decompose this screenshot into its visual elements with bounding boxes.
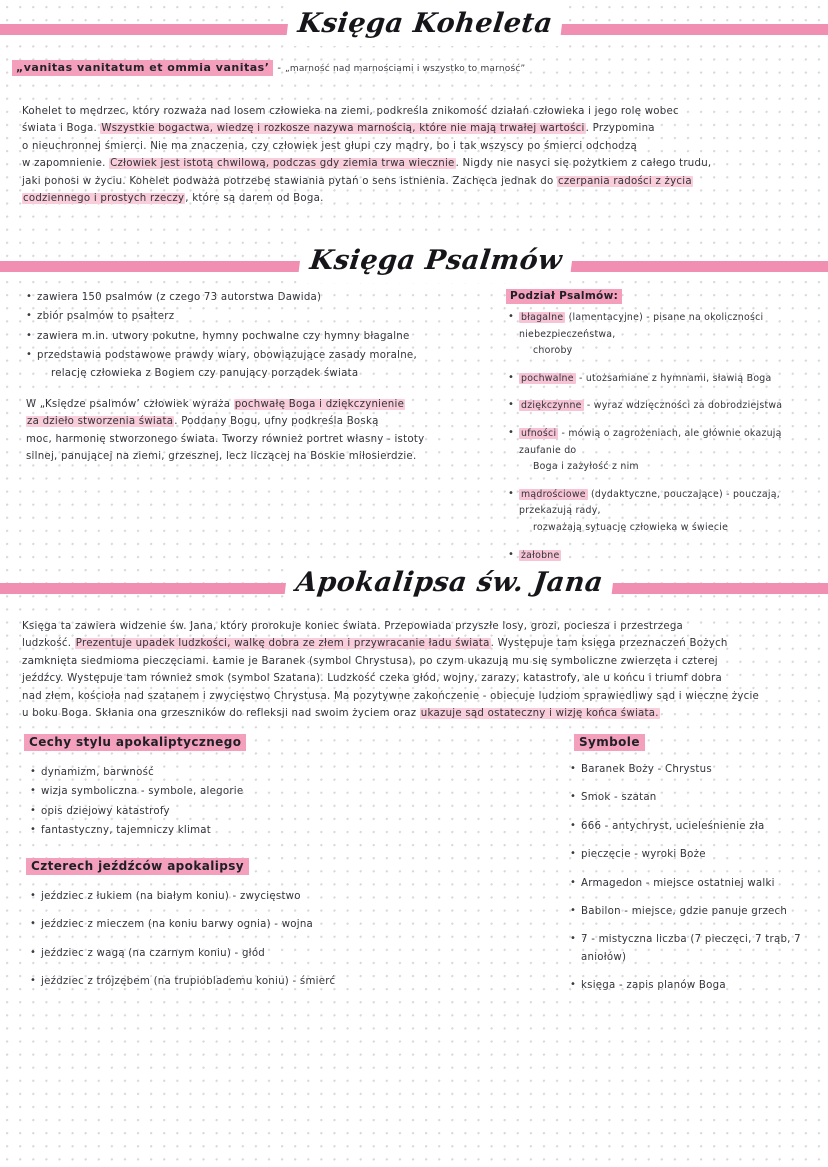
list-item: • jeździec z łukiem (na białym koniu) - zwycięstwo bbox=[30, 888, 360, 905]
paragraph-line bbox=[22, 103, 812, 120]
list-item: • 666 - antychryst, ucieleśnienie zła bbox=[570, 818, 826, 835]
list-item-continuation: relację człowieka z Bogiem czy panujący porządek świata bbox=[51, 367, 359, 379]
styl-heading-wrap bbox=[24, 731, 246, 751]
paragraph-line bbox=[26, 448, 426, 465]
psalmy-right-heading-wrap bbox=[506, 284, 622, 304]
list-item: • zbiór psalmów to psałterz bbox=[26, 308, 456, 325]
list-item bbox=[508, 310, 826, 360]
psalm-type-description: - utożsamiane z hymnami, sławią Boga bbox=[575, 372, 772, 384]
highlighted-text: za dzieło stworzenia świata bbox=[27, 416, 174, 428]
text-run: Kohelet to mędrzec, który rozważa nad losem człowieka na ziemi, podkreśla znikomość działań człowieka i jego rolę wobec bbox=[22, 106, 679, 117]
list-item: • jeździec z trójzębem (na trupioblademu koniu) - śmierć bbox=[30, 973, 360, 990]
psalm-type-term: dziękczynne bbox=[521, 400, 582, 412]
highlighted-text: ukazuje sąd ostateczny i wizję końca świata. bbox=[420, 708, 659, 720]
czterech-jezdzcow-list bbox=[30, 888, 360, 1002]
text-run: Księga ta zawiera widzenie św. Jana, który prorokuje koniec świata. Przepowiada przyszłe losy, grozi, pociesza i przestrzega bbox=[22, 621, 684, 632]
symbole-list bbox=[570, 761, 826, 1006]
highlighted-text: Prezentuje upadek ludzkości, walkę dobra ze złem i przywracanie ładu świata bbox=[75, 638, 490, 650]
paragraph-line bbox=[22, 635, 817, 652]
paragraph-line bbox=[22, 190, 812, 207]
paragraph-line bbox=[22, 705, 817, 722]
highlighted-text: czerpania radości z życia bbox=[557, 175, 692, 187]
paragraph-line bbox=[22, 653, 817, 670]
page-title-kohelet: Księga Koheleta bbox=[285, 2, 565, 46]
psalm-type-description: - mówią o zagrożeniach, ale głównie okazują zaufanie do bbox=[519, 427, 782, 456]
text-run: jaki ponosi w życiu. Kohelet podważa potrzebę stawiania pytań o sens istnienia. Zachęca jednak do bbox=[22, 175, 557, 187]
list-item bbox=[508, 487, 826, 537]
psalm-type-term: żałobne bbox=[521, 549, 560, 561]
list-item: • 7 - mistyczna liczba (7 pieczęci, 7 trąb, 7 aniołów) bbox=[570, 931, 826, 966]
paragraph-line bbox=[22, 670, 817, 687]
apokalipsa-paragraph bbox=[22, 618, 817, 722]
czterech-jezdzcow-heading: Czterech jeźdźców apokalipsy bbox=[26, 858, 249, 875]
paragraph-line bbox=[22, 618, 817, 635]
psalmy-podzial-heading: Podział Psalmów: bbox=[506, 289, 622, 304]
text-run: . Przypomina bbox=[585, 123, 655, 135]
highlighted-text: pochwałę Boga i dziękczynienie bbox=[234, 399, 405, 410]
quote-latin-text: „vanitas vanitatum et ommia vanitas’ bbox=[12, 60, 273, 76]
psalm-type-term: błagalne bbox=[521, 312, 564, 323]
text-run: moc, harmonię stworzonego świata. Tworzy również portret własny - istoty bbox=[26, 433, 425, 445]
psalm-type-description: (dydaktyczne, pouczające) - pouczają, przekazują rady, bbox=[519, 488, 781, 517]
highlighted-text: Wszystkie bogactwa, wiedzę i rozkosze nazywa marnością, które nie mają trwałej wartości bbox=[101, 123, 585, 135]
paragraph-line bbox=[22, 120, 812, 137]
kohelet-quote bbox=[12, 60, 525, 76]
psalmy-left-bullet-list bbox=[26, 289, 456, 384]
page-title-psalmy: Księga Psalmów bbox=[297, 239, 574, 283]
text-run: jeźdźcy. Występuje tam również smok (symbol Szatana). Ludzkość czeka głód, wojny, zarazy, katastrofy, ale u końcu i triumf dobra bbox=[22, 673, 722, 685]
paragraph-line bbox=[26, 431, 426, 448]
kohelet-paragraph bbox=[22, 103, 812, 207]
highlighted-text: Człowiek jest istotą chwilową, podczas gdy ziemia trwa wiecznie bbox=[110, 158, 455, 170]
psalm-type-term: pochwalne bbox=[521, 372, 574, 384]
section-header-psalmy bbox=[0, 241, 828, 287]
psalmy-paragraph bbox=[26, 396, 426, 466]
text-run: zamknięta siedmioma pieczęciami. Łamie je Baranek (symbol Chrystusa), po czym ukazują mu się symboliczne zwierzęta i czterej bbox=[22, 655, 718, 667]
text-run: w zapomnienie. bbox=[22, 158, 110, 170]
text-run: . Poddany Bogu, ufny podkreśla Boską bbox=[174, 416, 379, 428]
text-run: świata i Boga. bbox=[22, 123, 101, 135]
list-item: • jeździec z mieczem (na koniu barwy ognia) - wojna bbox=[30, 916, 360, 933]
list-item: • dynamizm, barwność bbox=[30, 764, 350, 781]
cechy-stylu-heading: Cechy stylu apokaliptycznego bbox=[24, 734, 246, 751]
section-header-apokalipsa bbox=[0, 563, 828, 609]
list-item: • Baranek Boży - Chrystus bbox=[570, 761, 826, 778]
text-run: . Nigdy nie nasyci się pożytkiem z całego trudu, bbox=[455, 158, 712, 170]
psalm-type-description: (lamentacyjne) - pisane na okoliczności niebezpieczeństwa, bbox=[519, 312, 764, 340]
paragraph-line bbox=[22, 155, 812, 172]
list-item-continuation: Boga i zażyłość z nim bbox=[533, 461, 639, 473]
text-run: ludzkość. bbox=[22, 638, 75, 650]
psalm-type-term: mądrościowe bbox=[521, 488, 586, 500]
list-item-continuation: rozważają sytuację człowieka w świecie bbox=[533, 521, 729, 533]
list-item: • przedstawia podstawowe prawdy wiary, obowiązujące zasady moralne, relację człowieka z Bogiem czy panujący porządek świata bbox=[26, 347, 456, 382]
list-item: • wizja symboliczna - symbole, alegorie bbox=[30, 783, 350, 800]
text-run: nad złem, kościoła nad szatanem i zwycięstwo Chrystusa. Ma pozytywne zakończenie - obiecuje ludziom sprawiedliwy sąd i wieczne życie bbox=[22, 690, 760, 702]
list-item: • Smok - szatan bbox=[570, 789, 826, 806]
text-run: silnej, panującej na ziemi, grzesznej, lecz liczącej na Boskie miłosierdzie. bbox=[26, 451, 417, 463]
section-header-kohelet bbox=[0, 4, 828, 50]
paragraph-line bbox=[22, 138, 812, 155]
list-item: • Babilon - miejsce, gdzie panuje grzech bbox=[570, 903, 826, 920]
text-run: W „Księdze psalmów’ człowiek wyraża bbox=[26, 399, 234, 410]
list-item: • opis dziejowy katastrofy bbox=[30, 803, 350, 820]
cechy-stylu-list bbox=[30, 764, 350, 842]
text-run: u boku Boga. Skłania ona grzeszników do refleksji nad swoim życiem oraz bbox=[22, 708, 420, 720]
list-item: • zawiera m.in. utwory pokutne, hymny pochwalne czy hymny błagalne bbox=[26, 328, 456, 345]
list-item bbox=[508, 371, 826, 388]
psalm-type-description: - wyraz wdzięczności za dobrodziejstwa bbox=[583, 400, 783, 412]
list-item bbox=[508, 398, 826, 415]
list-item: • Armagedon - miejsce ostatniej walki bbox=[570, 875, 826, 892]
paragraph-line bbox=[26, 413, 426, 430]
quote-dash: - bbox=[277, 63, 282, 74]
psalmy-right-bullet-list bbox=[508, 310, 826, 575]
list-item: • fantastyczny, tajemniczy klimat bbox=[30, 822, 350, 839]
list-item: • zawiera 150 psalmów (z czego 73 autorstwa Dawida) bbox=[26, 289, 456, 306]
paragraph-line bbox=[22, 173, 812, 190]
page-title-apokalipsa: Apokalipsa św. Jana bbox=[283, 561, 615, 605]
list-item bbox=[508, 426, 826, 476]
highlighted-text: codziennego i prostych rzeczy bbox=[23, 193, 185, 205]
paragraph-line bbox=[26, 396, 426, 413]
psalm-type-term: ufności bbox=[521, 427, 557, 439]
list-item: • jeździec z wagą (na czarnym koniu) - głód bbox=[30, 945, 360, 962]
symbole-heading-wrap bbox=[574, 731, 645, 751]
jezdzcy-heading-wrap bbox=[26, 855, 249, 875]
paragraph-line bbox=[22, 688, 817, 705]
text-run: . Występuje tam księga przeznaczeń Bożych bbox=[490, 638, 728, 650]
text-run: , które są darem od Boga. bbox=[185, 193, 324, 205]
quote-translation-text: „marność nad marnościami i wszystko to marność” bbox=[285, 64, 526, 74]
symbole-heading: Symbole bbox=[574, 734, 645, 751]
list-item-continuation: choroby bbox=[533, 345, 573, 357]
list-item: • pieczęcie - wyroki Boże bbox=[570, 846, 826, 863]
text-run: o nieuchronnej śmierci. Nie ma znaczenia, czy człowiek jest głupi czy mądry, bo i tak wszyscy po śmierci odchodzą bbox=[22, 140, 637, 152]
list-item: • księga - zapis planów Boga bbox=[570, 977, 826, 994]
